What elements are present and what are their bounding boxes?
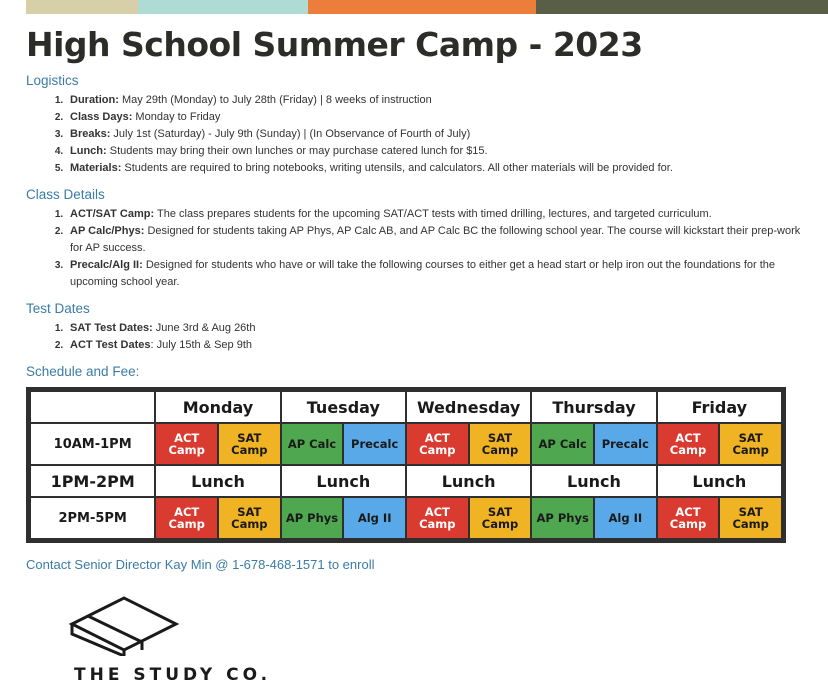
section-heading-test-dates: Test Dates bbox=[26, 301, 90, 317]
list-item bbox=[66, 160, 802, 177]
list-item-text: : July 15th & Sep 9th bbox=[150, 339, 252, 352]
class-block: Precalc bbox=[342, 424, 405, 464]
decorative-color-bar bbox=[0, 0, 828, 14]
class-block: ACT Camp bbox=[407, 424, 468, 464]
color-bar-segment-1 bbox=[0, 0, 26, 14]
class-block: SAT Camp bbox=[468, 498, 531, 538]
list-item bbox=[66, 206, 802, 223]
company-logo bbox=[64, 594, 802, 685]
logistics-list bbox=[26, 92, 802, 177]
lunch-cell-thursday: Lunch bbox=[531, 465, 656, 497]
schedule-cell-tuesday-morning bbox=[281, 423, 406, 465]
list-item-label: ACT Test Dates bbox=[70, 339, 151, 352]
lunch-cell-monday: Lunch bbox=[155, 465, 280, 497]
list-item-text: The class prepares students for the upcoming SAT/ACT tests with timed drilling, lectures, and targeted curriculum. bbox=[154, 207, 712, 220]
list-item bbox=[66, 92, 802, 109]
list-item bbox=[66, 223, 802, 257]
schedule-cell-friday-morning bbox=[657, 423, 782, 465]
class-block: AP Phys bbox=[532, 498, 593, 538]
list-item-label: AP Calc/Phys: bbox=[70, 224, 145, 237]
list-item bbox=[66, 337, 802, 354]
list-item-label: ACT/SAT Camp: bbox=[70, 207, 155, 220]
class-block: SAT Camp bbox=[718, 498, 781, 538]
day-header-thursday: Thursday bbox=[531, 391, 656, 423]
page-title: High School Summer Camp - 2023 bbox=[26, 25, 643, 64]
test-dates-list bbox=[26, 320, 802, 354]
table-row bbox=[30, 497, 782, 539]
section-heading-logistics: Logistics bbox=[26, 72, 79, 88]
list-item-label: Precalc/Alg II: bbox=[70, 259, 143, 272]
list-item-text: Students are required to bring notebooks, writing utensils, and calculators. All other materials will be provided for. bbox=[121, 161, 673, 174]
day-header-friday: Friday bbox=[657, 391, 782, 423]
list-item-text: Designed for students who have or will take the following courses to either get a head start or help iron out the foundations for the upcoming school year. bbox=[70, 259, 776, 289]
section-heading-class-details: Class Details bbox=[26, 186, 105, 202]
section-heading-schedule: Schedule and Fee: bbox=[26, 364, 140, 380]
class-block: AP Phys bbox=[282, 498, 343, 538]
color-bar-segment-2 bbox=[26, 0, 138, 14]
table-header-row bbox=[30, 391, 782, 423]
day-header-wednesday: Wednesday bbox=[406, 391, 531, 423]
schedule-cell-friday-afternoon bbox=[657, 497, 782, 539]
book-icon bbox=[64, 594, 184, 656]
list-item bbox=[66, 143, 802, 160]
class-block: ACT Camp bbox=[156, 424, 217, 464]
contact-line: Contact Senior Director Kay Min @ 1-678-468-1571 to enroll bbox=[26, 557, 375, 573]
class-block: ACT Camp bbox=[658, 498, 719, 538]
list-item-text: Designed for students taking AP Phys, AP Calc AB, and AP Calc BC the following school year. The course will kickstart their prep-work for AP success. bbox=[70, 224, 801, 254]
list-item-label: SAT Test Dates: bbox=[70, 322, 153, 335]
list-item bbox=[66, 109, 802, 126]
class-block: AP Calc bbox=[282, 424, 343, 464]
document-body bbox=[0, 25, 828, 685]
class-block: SAT Camp bbox=[718, 424, 781, 464]
list-item-text: June 3rd & Aug 26th bbox=[152, 322, 256, 335]
class-block: ACT Camp bbox=[658, 424, 719, 464]
color-bar-segment-5 bbox=[536, 0, 828, 14]
class-block: Precalc bbox=[593, 424, 656, 464]
schedule-cell-monday-morning bbox=[155, 423, 280, 465]
table-row-lunch bbox=[30, 465, 782, 497]
schedule-table-container bbox=[26, 387, 786, 543]
day-header-monday: Monday bbox=[155, 391, 280, 423]
schedule-cell-wednesday-afternoon bbox=[406, 497, 531, 539]
class-block: SAT Camp bbox=[217, 498, 280, 538]
list-item bbox=[66, 320, 802, 337]
table-corner-cell bbox=[30, 391, 155, 423]
time-label-lunch: 1PM-2PM bbox=[30, 465, 155, 497]
schedule-cell-wednesday-morning bbox=[406, 423, 531, 465]
class-block: Alg II bbox=[593, 498, 656, 538]
class-block: SAT Camp bbox=[217, 424, 280, 464]
day-header-tuesday: Tuesday bbox=[281, 391, 406, 423]
color-bar-segment-3 bbox=[138, 0, 308, 14]
list-item-text: Monday to Friday bbox=[132, 110, 221, 123]
list-item-label: Breaks: bbox=[70, 127, 111, 140]
list-item-text: May 29th (Monday) to July 28th (Friday) | 8 weeks of instruction bbox=[118, 93, 432, 106]
class-block: AP Calc bbox=[532, 424, 593, 464]
list-item-text: Students may bring their own lunches or may purchase catered lunch for $15. bbox=[106, 144, 488, 157]
list-item-text: July 1st (Saturday) - July 9th (Sunday) | (In Observance of Fourth of July) bbox=[110, 127, 471, 140]
lunch-cell-wednesday: Lunch bbox=[406, 465, 531, 497]
class-block: Alg II bbox=[342, 498, 405, 538]
schedule-cell-tuesday-afternoon bbox=[281, 497, 406, 539]
class-block: ACT Camp bbox=[156, 498, 217, 538]
schedule-cell-monday-afternoon bbox=[155, 497, 280, 539]
class-block: SAT Camp bbox=[468, 424, 531, 464]
class-block: ACT Camp bbox=[407, 498, 468, 538]
time-label-afternoon: 2PM-5PM bbox=[30, 497, 155, 539]
schedule-cell-thursday-afternoon bbox=[531, 497, 656, 539]
list-item bbox=[66, 126, 802, 143]
list-item-label: Class Days: bbox=[70, 110, 133, 123]
lunch-cell-tuesday: Lunch bbox=[281, 465, 406, 497]
lunch-cell-friday: Lunch bbox=[657, 465, 782, 497]
schedule-cell-thursday-morning bbox=[531, 423, 656, 465]
time-label-morning: 10AM-1PM bbox=[30, 423, 155, 465]
list-item bbox=[66, 257, 802, 291]
list-item-label: Lunch: bbox=[70, 144, 107, 157]
table-row bbox=[30, 423, 782, 465]
list-item-label: Duration: bbox=[70, 93, 119, 106]
list-item-label: Materials: bbox=[70, 161, 122, 174]
logo-text: THE STUDY CO. bbox=[74, 665, 272, 685]
schedule-table bbox=[29, 390, 783, 540]
class-details-list bbox=[26, 206, 802, 291]
color-bar-segment-4 bbox=[308, 0, 536, 14]
